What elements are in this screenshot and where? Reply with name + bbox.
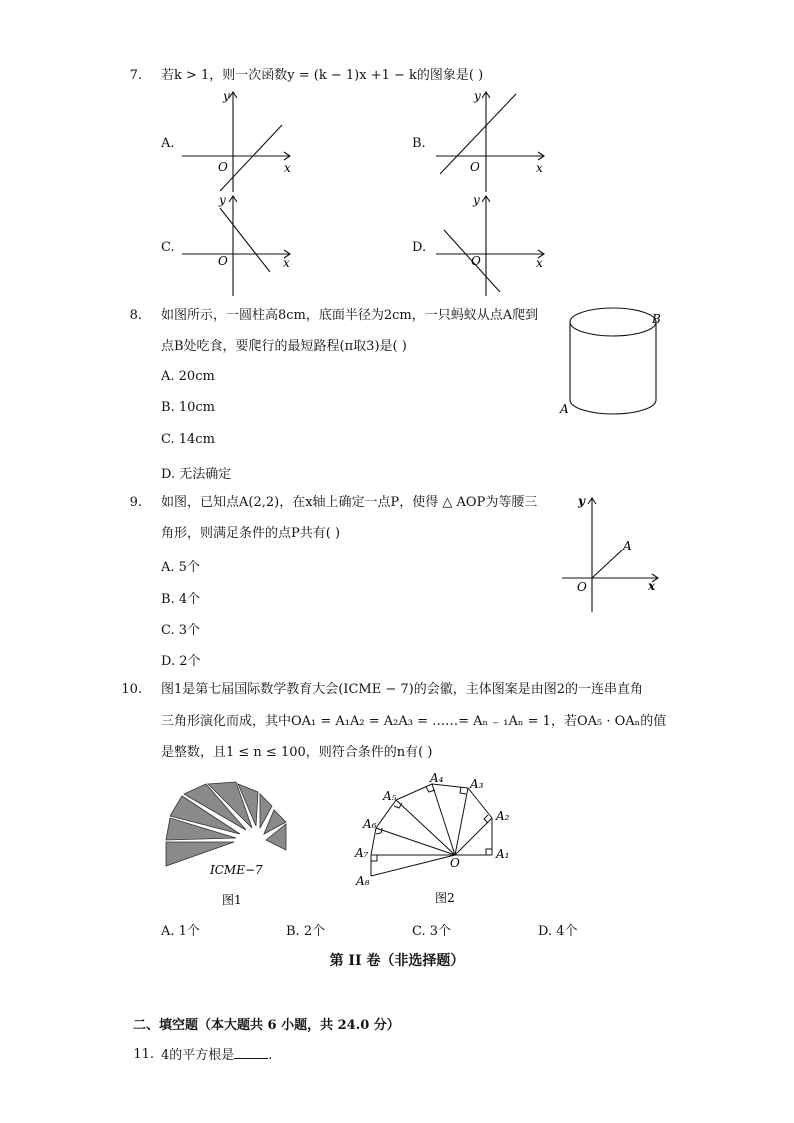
svg-text:O: O [470, 160, 480, 174]
q9-stem-line2: 角形，则满足条件的点P共有( ) [161, 526, 341, 541]
figure-1-caption: 图1 [222, 893, 242, 907]
svg-text:x: x [536, 161, 543, 175]
point-a6-label: A₆ [363, 817, 377, 831]
function-line [220, 125, 282, 191]
q7-graph-a [176, 88, 301, 196]
q11-stem: 4的平方根是 [161, 1048, 235, 1063]
svg-text:y: y [473, 193, 480, 207]
q9-option-d[interactable]: D. 2个 [161, 654, 201, 669]
q11-number: 11. [133, 1047, 154, 1062]
q8-stem-line1: 如图所示，一圆柱高8cm，底面半径为2cm，一只蚂蚁从点A爬到 [161, 308, 539, 323]
q9-number: 9. [129, 495, 142, 510]
y-axis-label: y [578, 494, 585, 508]
origin-label: O [577, 580, 587, 594]
q9-option-a[interactable]: A. 5个 [161, 560, 200, 575]
figure-2-caption: 图2 [435, 891, 455, 905]
svg-text:O: O [218, 254, 228, 268]
q7-option-d-label: D. [412, 240, 427, 255]
point-a-label: A [623, 539, 632, 553]
part-2-heading: 二、填空题（本大题共 6 小题，共 24.0 分） [133, 1018, 400, 1033]
q7-option-a-label: A. [161, 136, 175, 151]
q10-stem-line3: 是整数，且1 ≤ n ≤ 100，则符合条件的n有( ) [161, 745, 433, 760]
q10-option-c[interactable]: C. 3个 [412, 924, 452, 939]
point-a2-label: A₂ [496, 809, 510, 823]
logo-caption: ICME−7 [210, 863, 263, 877]
q10-option-d[interactable]: D. 4个 [538, 924, 578, 939]
q10-option-a[interactable]: A. 1个 [161, 924, 200, 939]
q8-option-a[interactable]: A. 20cm [161, 369, 215, 384]
point-b-label: B [652, 312, 661, 326]
q11-answer-blank[interactable] [234, 1046, 268, 1059]
q10-option-b[interactable]: B. 2个 [286, 924, 326, 939]
q10-figure-2-spiral [350, 772, 520, 912]
point-a8-label: A₈ [356, 874, 370, 888]
y-axis-label: y [223, 89, 230, 103]
q10-stem-line2: 三角形演化而成，其中OA₁ = A₁A₂ = A₂A₃ = ……= Aₙ ₋ ₁Aₙ = 1，若OA₅ · OAₙ的值 [161, 714, 667, 729]
q8-number: 8. [129, 308, 142, 323]
q10-number: 10. [121, 682, 142, 697]
x-axis-label: x [648, 579, 656, 593]
q8-cylinder-figure [556, 302, 666, 420]
q11-line [161, 1046, 272, 1065]
cylinder-bottom [570, 400, 656, 414]
point-a7-label: A₇ [355, 846, 369, 860]
q9-stem-line1: 如图，已知点A(2,2)，在x轴上确定一点P，使得 △ AOP为等腰三 [161, 495, 538, 510]
q10-stem-line1: 图1是第七届国际数学教育大会(ICME − 7)的会徽，主体图案是由图2的一连串直角 [161, 682, 643, 697]
q7-graph-c [176, 192, 301, 300]
q7-option-c-label: C. [161, 240, 175, 255]
q8-option-c[interactable]: C. 14cm [161, 432, 215, 447]
q8-option-b[interactable]: B. 10cm [161, 400, 215, 415]
q8-option-d[interactable]: D. 无法确定 [161, 467, 232, 482]
section-2-title: 第 II 卷（非选择题） [329, 953, 465, 969]
svg-text:x: x [536, 256, 543, 270]
x-axis-label: x [284, 161, 291, 175]
point-a3-label: A₃ [470, 777, 484, 791]
q11-tail: . [268, 1048, 273, 1063]
q10-figure-1-icme-logo [160, 778, 295, 908]
svg-text:y: y [474, 89, 481, 103]
point-a1-label: A₁ [496, 847, 510, 861]
q9-option-b[interactable]: B. 4个 [161, 592, 201, 607]
q7-option-b-label: B. [412, 136, 426, 151]
q7-stem: 若k > 1，则一次函数y = (k − 1)x +1 − k的图象是( ) [161, 68, 484, 83]
q9-coordinate-figure [556, 490, 666, 615]
point-a-label: A [560, 402, 569, 416]
q7-number: 7. [129, 68, 142, 83]
origin-label: O [218, 160, 228, 174]
point-a4-label: A₄ [430, 772, 444, 785]
q9-option-c[interactable]: C. 3个 [161, 623, 201, 638]
q7-graph-d [430, 192, 555, 300]
svg-text:x: x [283, 256, 290, 270]
svg-text:O: O [471, 254, 481, 268]
cylinder-top [570, 308, 656, 336]
svg-text:y: y [219, 193, 226, 207]
q8-stem-line2: 点B处吃食，要爬行的最短路程(π取3)是( ) [161, 339, 407, 354]
segment-oa [592, 550, 622, 578]
point-a5-label: A₅ [383, 789, 397, 803]
point-o-label: O [450, 856, 460, 870]
q7-graph-b [430, 88, 555, 196]
